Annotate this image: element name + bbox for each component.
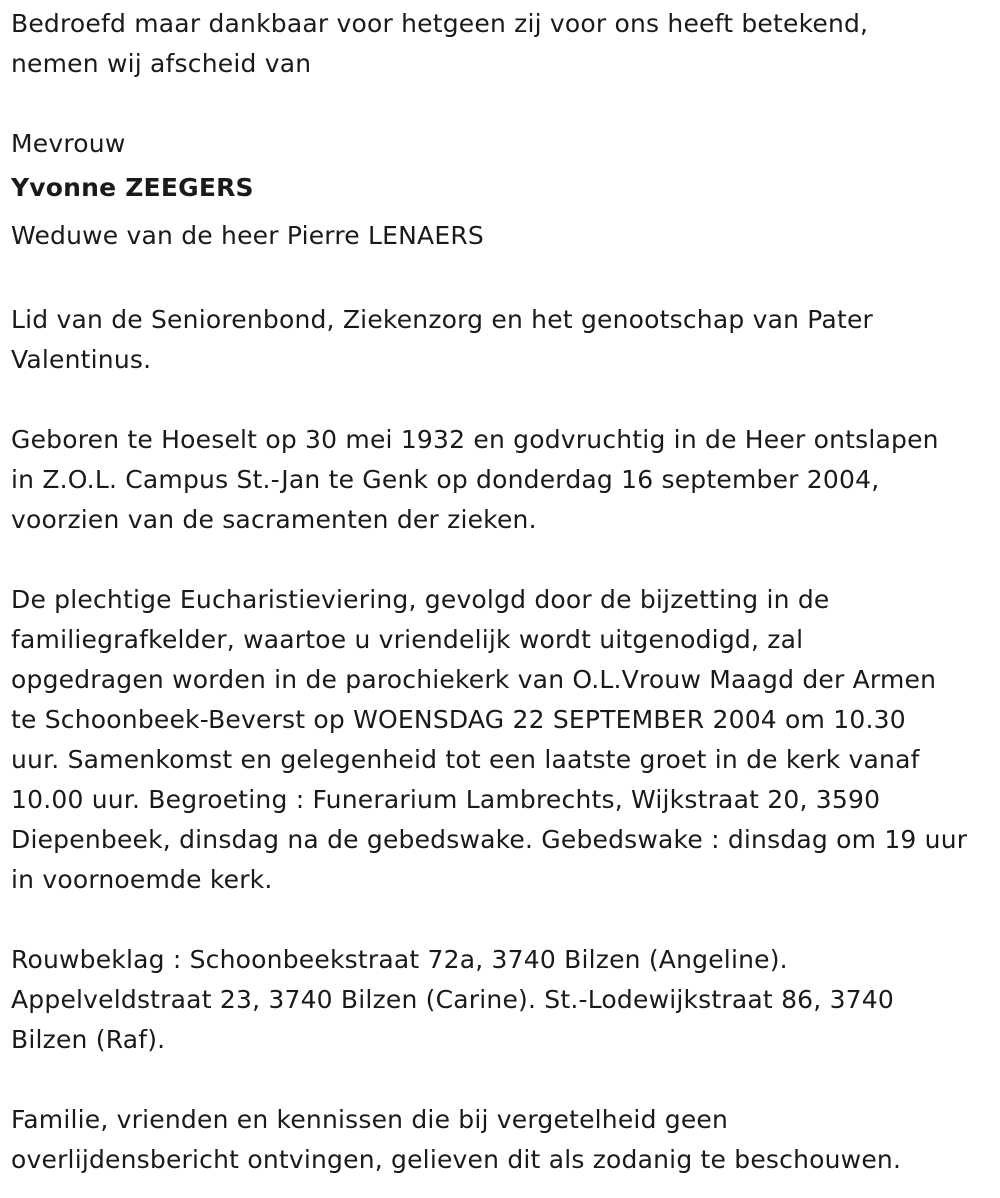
memberships-text: Lid van de Seniorenbond, Ziekenzorg en het genootschap van Pater Valentinus. bbox=[11, 305, 874, 374]
condolences-text: Rouwbeklag : Schoonbeekstraat 72a, 3740 Bilzen (Angeline). Appelveldstraat 23, 3740 Bilzen (Carine). St.-Lodewijkstraat 86, 3740 Bilzen (Raf). bbox=[11, 945, 895, 1054]
spacer bbox=[11, 1060, 996, 1100]
obituary-notice bbox=[11, 4, 996, 1180]
spacer bbox=[11, 380, 996, 420]
birth-death-text: Geboren te Hoeselt op 30 mei 1932 en godvruchtig in de Heer ontslapen in Z.O.L. Campus St.-Jan te Genk op donderdag 16 september 2004, voorzien van de sacramenten der zieken. bbox=[11, 425, 939, 534]
funeral-details-text: De plechtige Eucharistieviering, gevolgd door de bijzetting in de familiegrafkelder, waartoe u vriendelijk wordt uitgenodigd, zal opgedragen worden in de parochiekerk van O.L.Vrouw Maagd der Armen te Schoonbeek-Beverst op WOENSDAG 22 SEPTEMBER 2004 om 10.30 uur. Samenkomst en gelegenheid tot een laatste groet in de kerk vanaf 10.00 uur. Begroeting : Funerarium Lambrechts, Wijkstraat 20, 3590 Diepenbeek, dinsdag na de gebedswake. Gebedswake : dinsdag om 19 uur in voornoemde kerk. bbox=[11, 585, 968, 894]
spacer bbox=[11, 900, 996, 940]
honorific: Mevrouw bbox=[11, 129, 126, 158]
closing-text: Familie, vrienden en kennissen die bij vergetelheid geen overlijdensbericht ontvingen, gelieven dit als zodanig te beschouwen. bbox=[11, 1105, 902, 1174]
intro-text: Bedroefd maar dankbaar voor hetgeen zij voor ons heeft betekend, nemen wij afscheid van bbox=[11, 9, 869, 78]
deceased-name: Yvonne ZEEGERS bbox=[11, 173, 254, 202]
spacer bbox=[11, 84, 996, 124]
spacer bbox=[11, 540, 996, 580]
widow-of: Weduwe van de heer Pierre LENAERS bbox=[11, 221, 484, 250]
spacer bbox=[11, 260, 996, 300]
